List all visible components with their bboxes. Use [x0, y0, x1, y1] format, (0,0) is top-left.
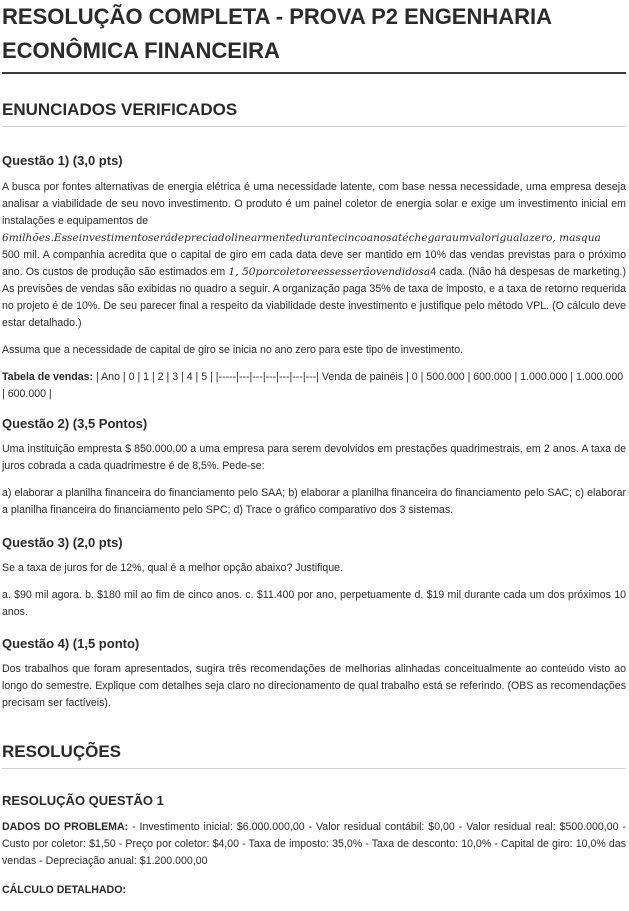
- question-1-assumption: Assuma que a necessidade de capital de giro se inicia no ano zero para este tipo de investimento.: [2, 344, 464, 356]
- question-2-items: a) elaborar a planilha financeira do financiamento pelo SAA; b) elaborar a planilha financeira do financiamento pelo SAC; c) elaborar a planilha financeira do financiamento pelo SPC; d) Trace o gráfico comparativo dos 3 sistemas.: [2, 487, 626, 516]
- question-3-statement: Se a taxa de juros for de 12%, qual é a melhor opção abaixo? Justifique.: [2, 562, 343, 574]
- question-1-text-part-2a: 500 mil. A companhia acredita que o capital de giro em cada data deve ser mantido em 10% das vendas previstas para o próximo ano. Os custos de produção são estimados em: [2, 249, 626, 278]
- question-4-title: Questão 4) (1,5 ponto): [2, 636, 140, 651]
- resolution-1-data-text: - Investimento inicial: $6.000.000,00 - Valor residual contábil: $0,00 - Valor residual real: $500.000,00 - Custo por coletor: $1,50 - Preço por coletor: $4,00 - Taxa de imposto: 35,0% - Taxa de desconto: 10,0% - Capital de giro: 10,0% das vendas - Depreciação anual: $1.200.000,00: [2, 821, 626, 867]
- question-2-title: Questão 2) (3,5 Pontos): [2, 416, 148, 431]
- question-3-options: a. $90 mil agora. b. $180 mil ao fim de cinco anos. c. $11.400 por ano, perpetuamente d. $19 mil durante cada um dos próximos 10 anos.: [2, 589, 626, 618]
- question-1-text-part-2b: 4 cada. (Não há despesas de marketing.) As previsões de vendas são exibidas no quadro a seguir. A organização paga 35% de taxa de imposto, e a taxa de retorno requerida no projeto é de 10%. De seu parecer final a respeito da viabilidade deste investimento e justifique pelo método VPL. (O cálculo deve estar detalhado.): [2, 266, 626, 329]
- question-1-math-inline: 1, 50porcoletoreessesserãovendidosa: [228, 266, 431, 278]
- question-3-title: Questão 3) (2,0 pts): [2, 535, 123, 550]
- question-1-sales-table: [2, 369, 626, 403]
- question-4-statement: Dos trabalhos que foram apresentados, sugira três recomendações de melhorias alinhadas conceitualmente ao conteúdo visto ao longo do semestre. Explique com detalhes seja claro no direcionamento de qual trabalho está se referindo. (OBS as recomendações precisam ser factíveis).: [2, 663, 626, 709]
- document-title-line-1: RESOLUÇÃO COMPLETA - PROVA P2 ENGENHARIA: [2, 4, 553, 29]
- resolution-1-data: [2, 819, 626, 870]
- resolution-1-calc-label: CÁLCULO DETALHADO:: [2, 884, 126, 896]
- resolution-1-calc-heading: [2, 880, 626, 898]
- sales-table-text: | Ano | 0 | 1 | 2 | 3 | 4 | 5 | |-----|---|---|---|---|---|---| Venda de painéis | 0 | 500.000 | 600.000 | 1.000.000 | 1.000.000 | 600.000 |: [2, 371, 624, 400]
- question-2-statement: Uma instituição empresta $ 850.000,00 a uma empresa para serem devolvidos em prestações quadrimestrais, em 2 anos. A taxa de juros cobrada a cada quadrimestre é de 8,5%. Pede-se:: [2, 443, 626, 472]
- resolution-1-data-label: DADOS DO PROBLEMA:: [2, 821, 129, 833]
- document-title: [2, 0, 626, 74]
- document-title-line-2: ECONÔMICA FINANCEIRA: [2, 38, 280, 63]
- sales-table-label: Tabela de vendas:: [2, 371, 94, 383]
- question-1-math-line: 6milhões.Esseinvestimentoserádepreciadolinearmentedurantecincoanosatéchegaraumvalorigualazero, masqua: [2, 232, 601, 244]
- question-1-text-part-2: [2, 247, 626, 332]
- section-heading-resolucoes: RESOLUÇÕES: [2, 741, 626, 769]
- question-1-text-part-1: A busca por fontes alternativas de energia elétrica é uma necessidade latente, com base nessa necessidade, uma empresa deseja analisar a viabilidade de seu novo investimento. O produto é um painel coletor de energia solar e exige um investimento inicial em instalações e equipamentos de: [2, 181, 626, 227]
- document-title-block: [2, 0, 626, 74]
- resolution-1-title: RESOLUÇÃO QUESTÃO 1: [2, 793, 164, 808]
- question-1-statement: [2, 179, 626, 332]
- question-1-title: Questão 1) (3,0 pts): [2, 153, 123, 168]
- section-heading-enunciados: ENUNCIADOS VERIFICADOS: [2, 99, 626, 127]
